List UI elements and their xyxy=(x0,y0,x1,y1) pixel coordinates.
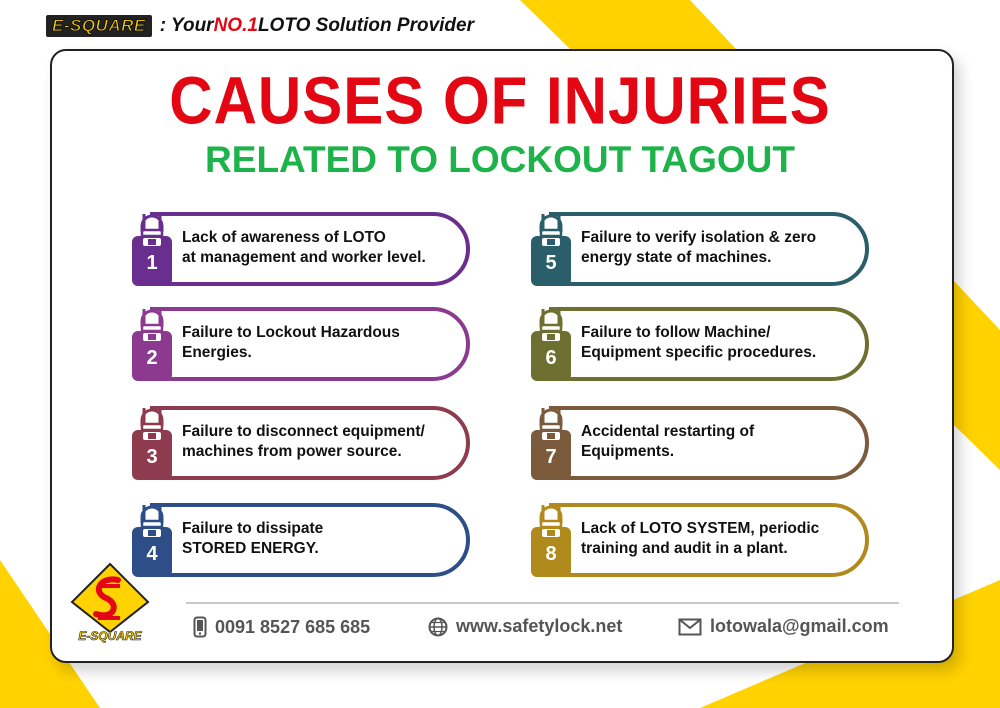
cause-item-8 xyxy=(529,503,869,575)
footer-phone xyxy=(193,616,370,638)
cause-number: 2 xyxy=(146,347,158,369)
cause-text-line1: Failure to Lockout Hazardous xyxy=(182,324,400,341)
cause-text-line2: Equipments. xyxy=(581,443,675,460)
cause-text xyxy=(182,519,467,559)
cause-item-6 xyxy=(529,307,869,379)
cause-text xyxy=(182,228,467,268)
page-subtitle: RELATED TO LOCKOUT TAGOUT xyxy=(205,139,795,180)
cause-text xyxy=(581,422,866,462)
cause-item-3 xyxy=(130,406,470,478)
cause-number: 6 xyxy=(545,347,557,369)
cause-text-line1: Failure to verify isolation & zero xyxy=(581,229,817,246)
tagline-post: LOTO Solution Provider xyxy=(257,15,474,36)
cause-item-1 xyxy=(130,212,470,284)
tagline-pre: : Your xyxy=(159,15,214,36)
cause-text-line1: Failure to disconnect equipment/ xyxy=(182,423,425,440)
footer-divider xyxy=(186,602,899,604)
cause-item-7 xyxy=(529,406,869,478)
cause-number: 3 xyxy=(146,446,158,468)
cause-text-line2: at management and worker level. xyxy=(182,249,426,266)
tagline-highlight: NO.1 xyxy=(213,15,258,36)
cause-text-line2: Energies. xyxy=(182,344,252,361)
cause-text-line1: Lack of awareness of LOTO xyxy=(182,229,386,246)
footer-website[interactable] xyxy=(428,616,622,637)
cause-item-2 xyxy=(130,307,470,379)
cause-text-line1: Failure to follow Machine/ xyxy=(581,324,771,341)
cause-text-line2: STORED ENERGY. xyxy=(182,540,319,557)
cause-number: 5 xyxy=(545,252,557,274)
cause-text xyxy=(581,323,866,363)
brand-chip: E-SQUARE xyxy=(46,15,152,37)
cause-text-line2: Equipment specific procedures. xyxy=(581,344,817,361)
logo-text: E-SQUARE xyxy=(78,629,142,643)
cause-text-line1: Failure to dissipate xyxy=(182,520,324,537)
cause-text-line1: Accidental restarting of xyxy=(581,423,755,440)
envelope-icon xyxy=(678,618,702,636)
phone-icon xyxy=(193,616,207,638)
cause-text-line2: energy state of machines. xyxy=(581,249,772,266)
cause-number: 8 xyxy=(545,543,557,565)
cause-number: 7 xyxy=(545,446,557,468)
cause-item-4 xyxy=(130,503,470,575)
phone-number: 0091 8527 685 685 xyxy=(215,616,371,637)
footer-email[interactable] xyxy=(678,616,889,637)
cause-text xyxy=(581,519,866,559)
cause-text xyxy=(581,228,866,268)
email-link[interactable]: lotowala@gmail.com xyxy=(710,616,889,636)
cause-text-line2: training and audit in a plant. xyxy=(581,540,788,557)
page-title: CAUSES OF INJURIES xyxy=(169,63,831,139)
cause-number: 1 xyxy=(146,252,158,274)
cause-text-line1: Lack of LOTO SYSTEM, periodic xyxy=(581,520,820,537)
cause-number: 4 xyxy=(146,543,158,565)
cause-item-5 xyxy=(529,212,869,284)
esquare-logo xyxy=(70,562,150,644)
header-tagline xyxy=(46,12,474,40)
globe-icon xyxy=(428,617,448,637)
cause-text-line2: machines from power source. xyxy=(182,443,402,460)
cause-text xyxy=(182,323,467,363)
website-link[interactable]: www.safetylock.net xyxy=(456,616,623,636)
cause-text xyxy=(182,422,467,462)
